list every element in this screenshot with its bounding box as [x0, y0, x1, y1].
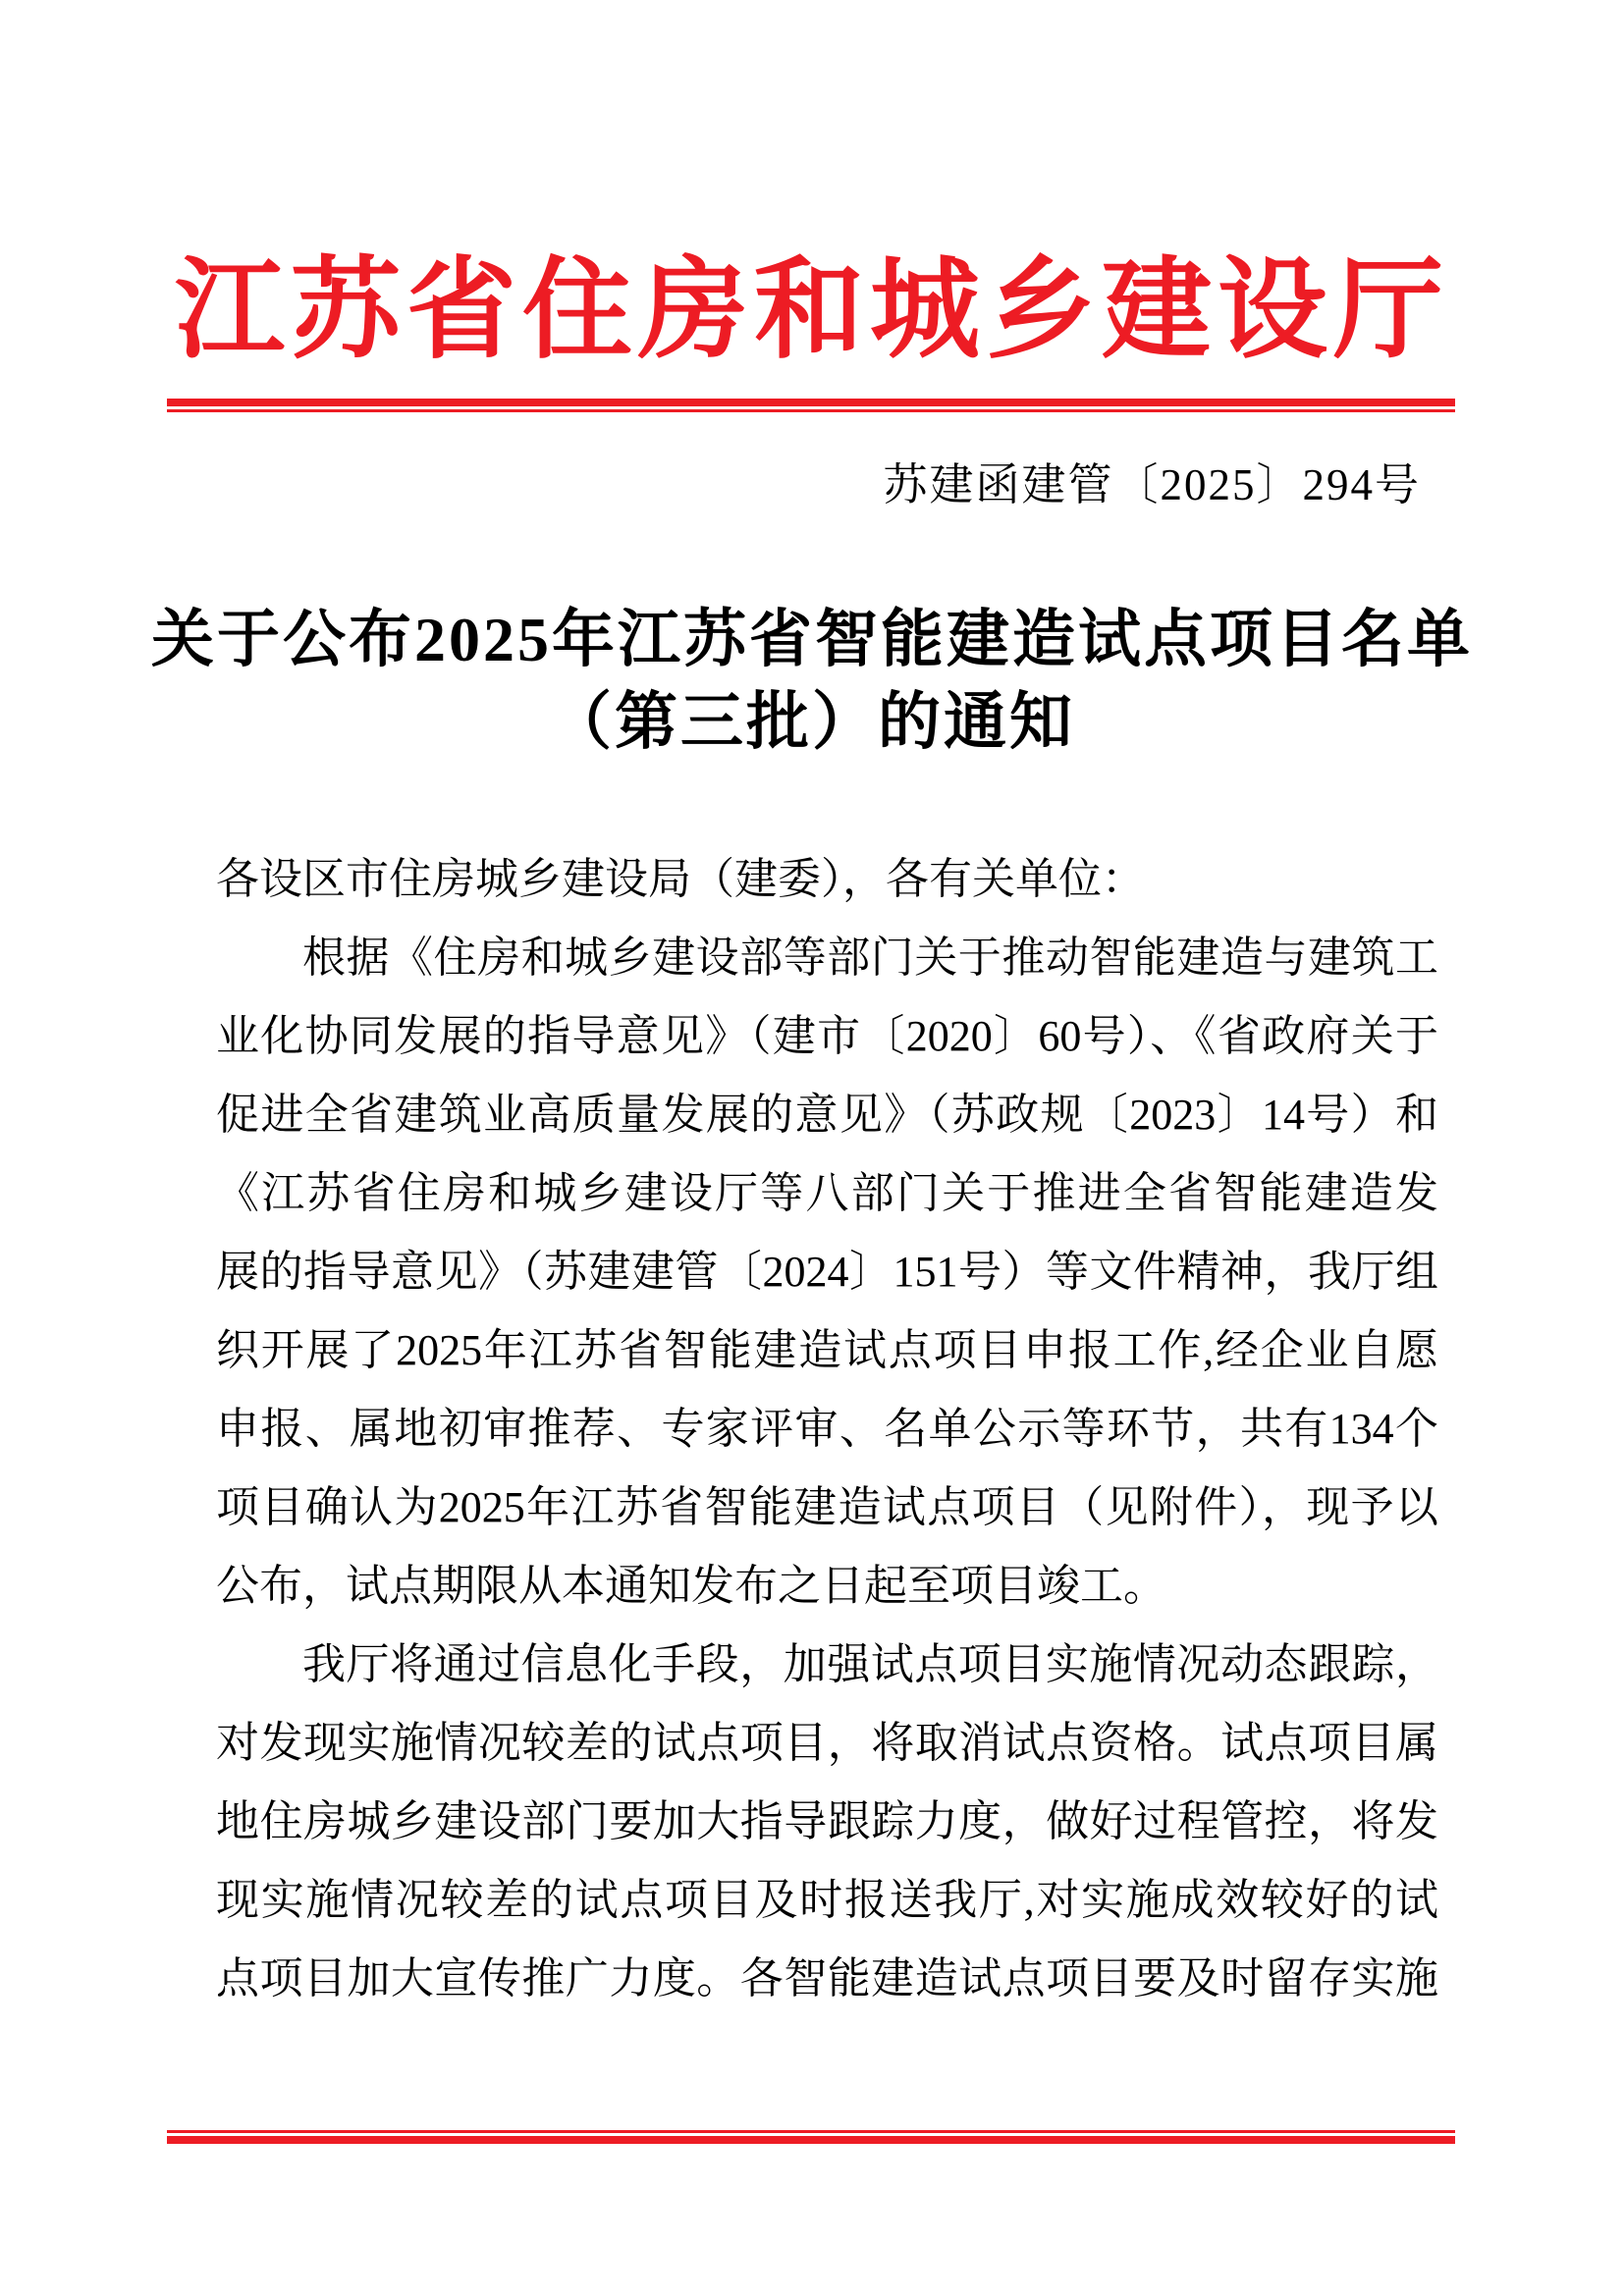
body-line: 对发现实施情况较差的试点项目，将取消试点资格。试点项目属 — [216, 1719, 1438, 1767]
letterhead-divider-top — [167, 399, 1455, 412]
notice-title-line-2: （第三批）的通知 — [549, 687, 1075, 757]
letterhead-agency-name: 江苏省住房和城乡建设厅 — [175, 250, 1449, 372]
body-line: 点项目加大宣传推广力度。各智能建造试点项目要及时留存实施 — [216, 1954, 1438, 2002]
body-line: 公布，试点期限从本通知发布之日起至项目竣工。 — [216, 1562, 1166, 1610]
body-line: 我厅将通过信息化手段，加强试点项目实施情况动态跟踪， — [302, 1640, 1438, 1688]
body-line: 促进全省建筑业高质量发展的意见》（苏政规〔2023〕14号）和 — [216, 1091, 1438, 1139]
body-line: 项目确认为2025年江苏省智能建造试点项目（见附件），现予以 — [216, 1483, 1438, 1531]
divider-thin-line — [167, 409, 1455, 412]
body-line: 申报、属地初审推荐、专家评审、名单公示等环节，共有134个 — [216, 1405, 1438, 1453]
divider-thick-line — [167, 2136, 1455, 2144]
body-line: 根据《住房和城乡建设部等部门关于推动智能建造与建筑工 — [302, 934, 1438, 982]
divider-thick-line — [167, 399, 1455, 406]
body-line: 业化协同发展的指导意见》（建市〔2020〕60号）、《省政府关于 — [216, 1012, 1438, 1060]
notice-title — [0, 599, 1624, 764]
body-line: 现实施情况较差的试点项目及时报送我厅,对实施成效较好的试 — [216, 1876, 1438, 1924]
footer-divider — [167, 2130, 1455, 2144]
body-line: 《江苏省住房和城乡建设厅等八部门关于推进全省智能建造发 — [216, 1169, 1438, 1217]
salutation-line: 各设区市住房城乡建设局（建委），各有关单位： — [216, 855, 1145, 903]
notice-title-line-1: 关于公布2025年江苏省智能建造试点项目名单 — [151, 605, 1473, 674]
document-reference-number: 苏建函建管〔2025〕294号 — [883, 460, 1421, 509]
body-line: 织开展了2025年江苏省智能建造试点项目申报工作,经企业自愿 — [216, 1326, 1438, 1374]
body-line: 地住房城乡建设部门要加大指导跟踪力度，做好过程管控，将发 — [216, 1797, 1438, 1845]
notice-body — [216, 840, 1438, 2018]
body-line: 展的指导意见》（苏建建管〔2024〕151号）等文件精神，我厅组 — [216, 1248, 1438, 1296]
